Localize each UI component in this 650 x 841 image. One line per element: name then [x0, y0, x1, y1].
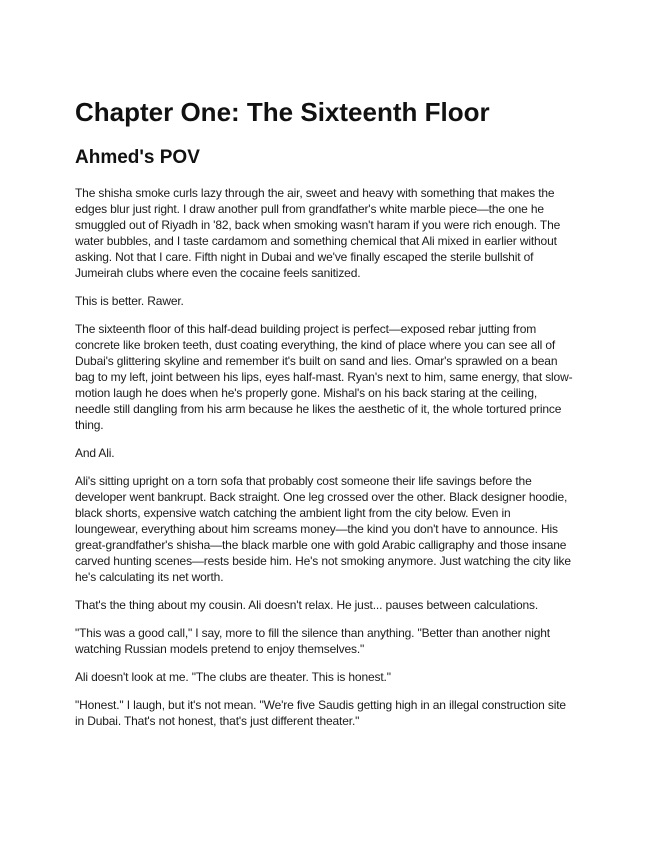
paragraph: The sixteenth floor of this half-dead building project is perfect—exposed rebar jutting from concrete like broken teeth, dust coating everything, the kind of place where you can see all of Dubai's glittering skyline and remember it's built on sand and lies. Omar's sprawled on a bean bag to my left, joint between his lips, eyes half-mast. Ryan's next to him, same energy, that slow-motion laugh he does when he's properly gone. Mishal's on his back staring at the ceiling, needle still dangling from his arm because he likes the aesthetic of it, the whole tortured prince thing.: [75, 322, 573, 432]
paragraph: Ali's sitting upright on a torn sofa that probably cost someone their life savings before the developer went bankrupt. Back straight. One leg crossed over the other. Black designer hoodie, black shorts, expensive watch catching the ambient light from the city below. Even in loungewear, everything about him screams money—the kind you don't have to announce. His great-grandfather's shisha—the black marble one with gold Arabic calligraphy and those insane carved hunting scenes—rests beside him. He's not smoking anymore. Just watching the city like he's calculating its net worth.: [75, 474, 571, 584]
chapter-title: Chapter One: The Sixteenth Floor: [75, 97, 490, 127]
pov-heading: Ahmed's POV: [75, 147, 200, 168]
chapter-body: [75, 185, 575, 729]
paragraph: Ali doesn't look at me. "The clubs are theater. This is honest.": [75, 670, 391, 684]
paragraph: That's the thing about my cousin. Ali doesn't relax. He just... pauses between calculations.: [75, 598, 539, 612]
paragraph: This is better. Rawer.: [75, 294, 184, 308]
paragraph: And Ali.: [75, 446, 115, 460]
paragraph: "This was a good call," I say, more to fill the silence than anything. "Better than another night watching Russian models pretend to enjoy themselves.": [75, 626, 550, 656]
paragraph: The shisha smoke curls lazy through the air, sweet and heavy with something that makes the edges blur just right. I draw another pull from grandfather's white marble piece—the one he smuggled out of Riyadh in '82, back when smoking wasn't haram if you were rich enough. The water bubbles, and I taste cardamom and something chemical that Ali mixed in earlier without asking. Not that I care. Fifth night in Dubai and we've finally escaped the sterile bullshit of Jumeirah clubs where even the cocaine feels sanitized.: [75, 186, 561, 280]
paragraph: "Honest." I laugh, but it's not mean. "We're five Saudis getting high in an illegal construction site in Dubai. That's not honest, that's just different theater.": [75, 698, 566, 728]
